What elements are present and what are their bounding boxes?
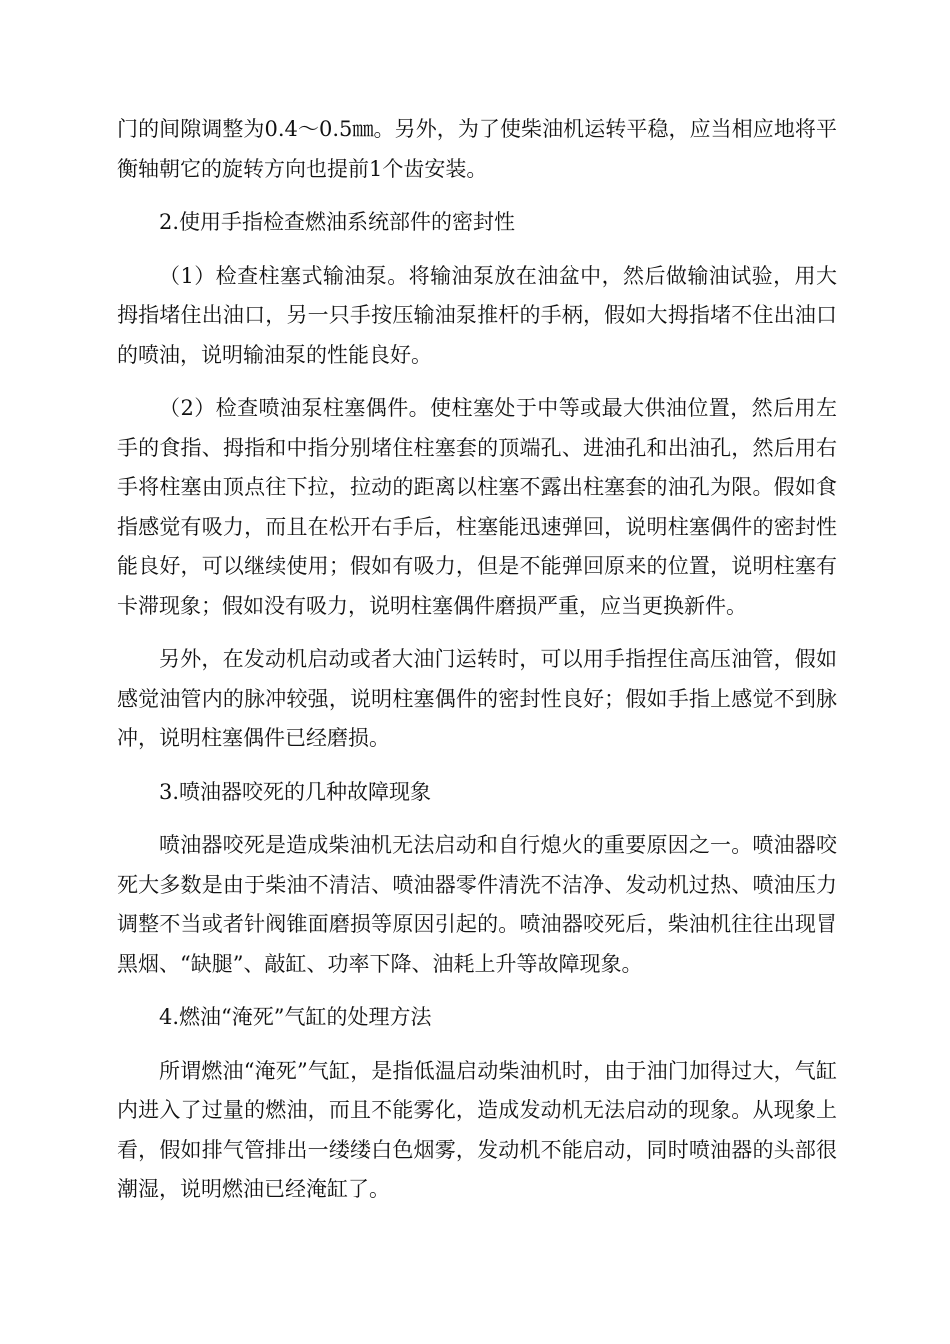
paragraph-additional: 另外，在发动机启动或者大油门运转时，可以用手指捏住高压油管，假如感觉油管内的脉冲较强，说明柱塞偶件的密封性良好；假如手指上感觉不到脉冲，说明柱塞偶件已经磨损。 bbox=[117, 647, 837, 750]
paragraph-item-1: （1）检查柱塞式输油泵。将输油泵放在油盆中，然后做输油试验，用大拇指堵住出油口，另一只手按压输油泵推杆的手柄，假如大拇指堵不住出油口的喷油，说明输油泵的性能良好。 bbox=[117, 263, 837, 367]
paragraph-continued: 门的间隙调整为0.4～0.5㎜。另外，为了使柴油机运转平稳，应当相应地将平衡轴朝它的旋转方向也提前1个齿安装。 bbox=[117, 117, 837, 181]
section-heading-2: 2.使用手指检查燃油系统部件的密封性 bbox=[159, 210, 516, 234]
paragraph-injector: 喷油器咬死是造成柴油机无法启动和自行熄火的重要原因之一。喷油器咬死大多数是由于柴油不清洁、喷油器零件清洗不洁净、发动机过热、喷油压力调整不当或者针阀锥面磨损等原因引起的。喷油器咬死后，柴油机往往出现冒黑烟、“缺腿”、敲缸、功率下降、油耗上升等故障现象。 bbox=[117, 833, 837, 976]
paragraph-item-2: （2）检查喷油泵柱塞偶件。使柱塞处于中等或最大供油位置，然后用左手的食指、拇指和中指分别堵住柱塞套的顶端孔、进油孔和出油孔，然后用右手将柱塞由顶点往下拉，拉动的距离以柱塞不露出柱塞套的油孔为限。假如食指感觉有吸力，而且在松开右手后，柱塞能迅速弹回，说明柱塞偶件的密封性能良好，可以继续使用；假如有吸力，但是不能弹回原来的位置，说明柱塞有卡滞现象；假如没有吸力，说明柱塞偶件磨损严重，应当更换新件。 bbox=[117, 396, 837, 618]
section-heading-4: 4.燃油“淹死”气缸的处理方法 bbox=[159, 1005, 432, 1029]
section-heading-3: 3.喷油器咬死的几种故障现象 bbox=[159, 779, 432, 804]
document-body bbox=[117, 110, 837, 1224]
paragraph-flooded: 所谓燃油“淹死”气缸，是指低温启动柴油机时，由于油门加得过大，气缸内进入了过量的燃油，而且不能雾化，造成发动机无法启动的现象。从现象上看，假如排气管排出一缕缕白色烟雾，发动机不能启动，同时喷油器的头部很潮湿，说明燃油已经淹缸了。 bbox=[117, 1058, 837, 1201]
